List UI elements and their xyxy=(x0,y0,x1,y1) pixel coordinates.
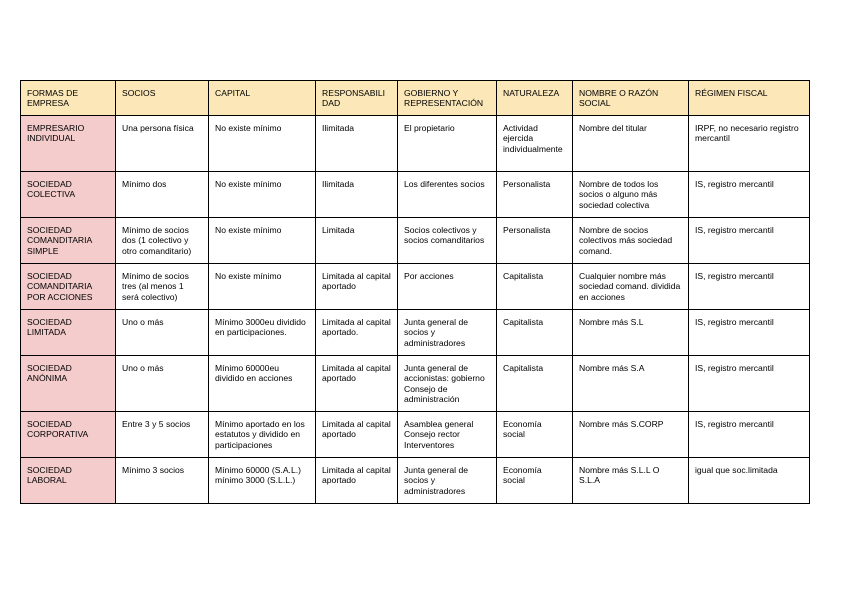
row-header-cell: SOCIEDAD ANÓNIMA xyxy=(21,356,116,412)
row-header-cell: EMPRESARIO INDIVIDUAL xyxy=(21,116,116,172)
column-header: RÉGIMEN FISCAL xyxy=(689,81,810,116)
table-cell: Capitalista xyxy=(497,264,573,310)
table-cell: El propietario xyxy=(398,116,497,172)
table-row xyxy=(21,264,810,310)
table-cell: Nombre más S.L xyxy=(573,310,689,356)
forms-of-business-table xyxy=(20,80,810,504)
table-row xyxy=(21,356,810,412)
table-row xyxy=(21,218,810,264)
column-header: RESPONSABILIDAD xyxy=(316,81,398,116)
table-cell: Personalista xyxy=(497,172,573,218)
table-cell: Nombre del titular xyxy=(573,116,689,172)
table-cell: No existe mínimo xyxy=(209,264,316,310)
table-cell: Asamblea general Consejo rector Interventores xyxy=(398,412,497,458)
table-cell: Capitalista xyxy=(497,356,573,412)
row-header-cell: SOCIEDAD COMANDITARIA POR ACCIONES xyxy=(21,264,116,310)
table-cell: Personalista xyxy=(497,218,573,264)
table-cell: Limitada al capital aportado xyxy=(316,356,398,412)
table-body xyxy=(21,116,810,504)
header-row xyxy=(21,81,810,116)
table-cell: Actividad ejercida individualmente xyxy=(497,116,573,172)
row-header-cell: SOCIEDAD LIMITADA xyxy=(21,310,116,356)
table-cell: Socios colectivos y socios comanditarios xyxy=(398,218,497,264)
table-cell: Economía social xyxy=(497,412,573,458)
table-cell: Uno o más xyxy=(116,356,209,412)
column-header: SOCIOS xyxy=(116,81,209,116)
table-cell: Uno o más xyxy=(116,310,209,356)
table-cell: Mínimo 60000 (S.A.L.) mínimo 3000 (S.L.L.) xyxy=(209,458,316,504)
table-cell: Ilimitada xyxy=(316,116,398,172)
table-cell: Nombre más S.L.L O S.L.A xyxy=(573,458,689,504)
table-row xyxy=(21,172,810,218)
table-cell: IS, registro mercantil xyxy=(689,172,810,218)
table-cell: IS, registro mercantil xyxy=(689,218,810,264)
table-cell: Limitada al capital aportado. xyxy=(316,310,398,356)
table-cell: Ilimitada xyxy=(316,172,398,218)
table-cell: IS, registro mercantil xyxy=(689,356,810,412)
table-row xyxy=(21,116,810,172)
table-cell: IS, registro mercantil xyxy=(689,310,810,356)
column-header: NOMBRE O RAZÓN SOCIAL xyxy=(573,81,689,116)
table-cell: Nombre más S.CORP xyxy=(573,412,689,458)
table-cell: IRPF, no necesario registro mercantil xyxy=(689,116,810,172)
table-cell: Limitada al capital aportado xyxy=(316,412,398,458)
table-row xyxy=(21,310,810,356)
table-cell: Junta general de socios y administradores xyxy=(398,310,497,356)
table-cell: IS, registro mercantil xyxy=(689,264,810,310)
table-cell: Mínimo dos xyxy=(116,172,209,218)
table-cell: No existe mínimo xyxy=(209,218,316,264)
table-cell: Mínimo 3 socios xyxy=(116,458,209,504)
table-cell: Mínimo 60000eu dividido en acciones xyxy=(209,356,316,412)
table-cell: Limitada al capital aportado xyxy=(316,264,398,310)
table-cell: Mínimo de socios tres (al menos 1 será colectivo) xyxy=(116,264,209,310)
table-cell: Mínimo de socios dos (1 colectivo y otro comanditario) xyxy=(116,218,209,264)
table-cell: Economía social xyxy=(497,458,573,504)
table-cell: Junta general de accionistas: gobierno Consejo de administración xyxy=(398,356,497,412)
table-cell: No existe mínimo xyxy=(209,116,316,172)
table-cell: No existe mínimo xyxy=(209,172,316,218)
table-cell: Limitada xyxy=(316,218,398,264)
table-cell: Nombre de todos los socios o alguno más sociedad colectiva xyxy=(573,172,689,218)
table-cell: Por acciones xyxy=(398,264,497,310)
column-header: NATURALEZA xyxy=(497,81,573,116)
table-row xyxy=(21,458,810,504)
row-header-cell: SOCIEDAD LABORAL xyxy=(21,458,116,504)
row-header-cell: SOCIEDAD COMANDITARIA SIMPLE xyxy=(21,218,116,264)
column-header: CAPITAL xyxy=(209,81,316,116)
row-header-cell: SOCIEDAD CORPORATIVA xyxy=(21,412,116,458)
column-header: GOBIERNO Y REPRESENTACIÓN xyxy=(398,81,497,116)
table-row xyxy=(21,412,810,458)
table-cell: Mínimo 3000eu dividido en participaciones. xyxy=(209,310,316,356)
table-cell: Una persona física xyxy=(116,116,209,172)
row-header-cell: SOCIEDAD COLECTIVA xyxy=(21,172,116,218)
table-cell: Limitada al capital aportado xyxy=(316,458,398,504)
table-cell: Entre 3 y 5 socios xyxy=(116,412,209,458)
table-cell: Los diferentes socios xyxy=(398,172,497,218)
table-cell: Nombre más S.A xyxy=(573,356,689,412)
table-cell: IS, registro mercantil xyxy=(689,412,810,458)
table-cell: Junta general de socios y administradores xyxy=(398,458,497,504)
table-cell: igual que soc.limitada xyxy=(689,458,810,504)
table-cell: Nombre de socios colectivos más sociedad comand. xyxy=(573,218,689,264)
column-header: FORMAS DE EMPRESA xyxy=(21,81,116,116)
table-cell: Cualquier nombre más sociedad comand. dividida en acciones xyxy=(573,264,689,310)
table-cell: Mínimo aportado en los estatutos y dividido en participaciones xyxy=(209,412,316,458)
table-cell: Capitalista xyxy=(497,310,573,356)
